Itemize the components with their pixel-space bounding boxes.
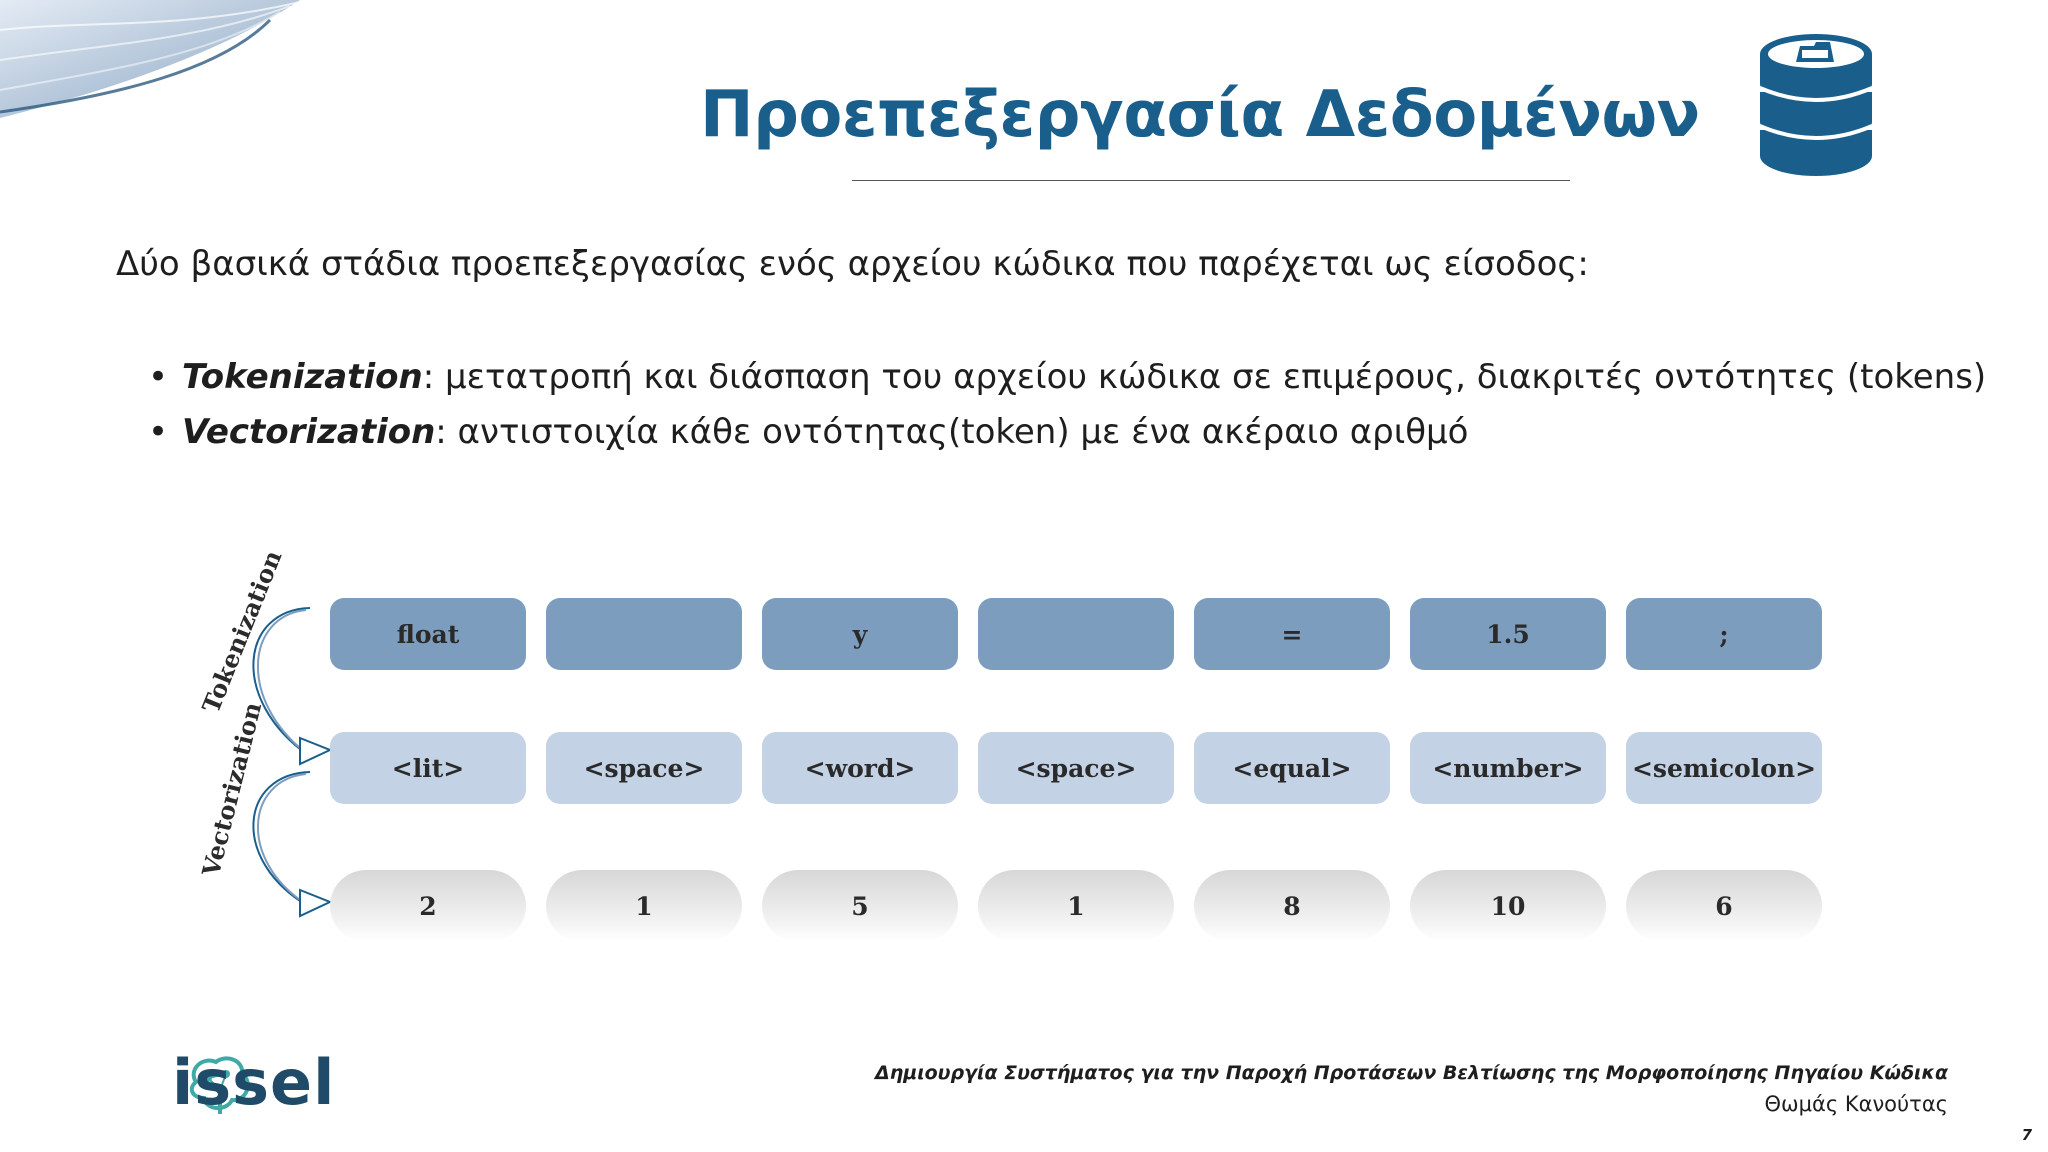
bullet-dot: • [148, 357, 169, 397]
database-icon [1758, 32, 1874, 176]
thesis-title: Δημιουργία Συστήματος για την Παροχή Προτάσεων Βελτίωσης της Μορφοποίησης Πηγαίου Κώδικα [875, 1062, 1948, 1084]
intro-text: Δύο βασικά στάδια προεπεξεργασίας ενός αρχείου κώδικα που παρέχεται ως είσοδος: [116, 244, 1589, 284]
id-box: 5 [762, 870, 958, 942]
bullet-text: : αντιστοιχία κάθε οντότητας(token) με ένα ακέραιο αριθμό [435, 412, 1469, 452]
id-box: 2 [330, 870, 526, 942]
token-box [546, 598, 742, 670]
bullet-item [148, 354, 1986, 409]
id-box: 1 [978, 870, 1174, 942]
slide-title: Προεπεξεργασία Δεδομένων [700, 78, 1700, 152]
bullet-text: : μετατροπή και διάσπαση του αρχείου κώδικα σε επιμέρους, διακριτές οντότητες (tokens) [422, 357, 1987, 397]
type-box: <lit> [330, 732, 526, 804]
tokenization-label: Tokenization [196, 546, 288, 717]
type-box: <word> [762, 732, 958, 804]
bullet-dot: • [148, 412, 169, 452]
type-box: <equal> [1194, 732, 1390, 804]
vectorization-label: Vectorization [196, 699, 268, 880]
page-number: 7 [2021, 1126, 2032, 1144]
token-box: ; [1626, 598, 1822, 670]
token-box: float [330, 598, 526, 670]
token-box [978, 598, 1174, 670]
type-box: <semicolon> [1626, 732, 1822, 804]
bullet-term: Tokenization [182, 357, 423, 397]
id-box: 6 [1626, 870, 1822, 942]
issel-logo-text: issel [172, 1046, 336, 1119]
tokenization-diagram [0, 546, 2048, 960]
token-box: y [762, 598, 958, 670]
bullet-list [148, 354, 1986, 464]
id-box: 8 [1194, 870, 1390, 942]
id-box: 1 [546, 870, 742, 942]
bullet-item [148, 409, 1986, 464]
bullet-term: Vectorization [182, 412, 436, 452]
token-box: 1.5 [1410, 598, 1606, 670]
type-box: <space> [978, 732, 1174, 804]
id-box: 10 [1410, 870, 1606, 942]
token-box: = [1194, 598, 1390, 670]
corner-wave-decoration [0, 0, 300, 130]
type-box: <space> [546, 732, 742, 804]
title-divider [852, 180, 1570, 181]
author-name: Θωμάς Κανούτας [1764, 1092, 1948, 1116]
type-box: <number> [1410, 732, 1606, 804]
